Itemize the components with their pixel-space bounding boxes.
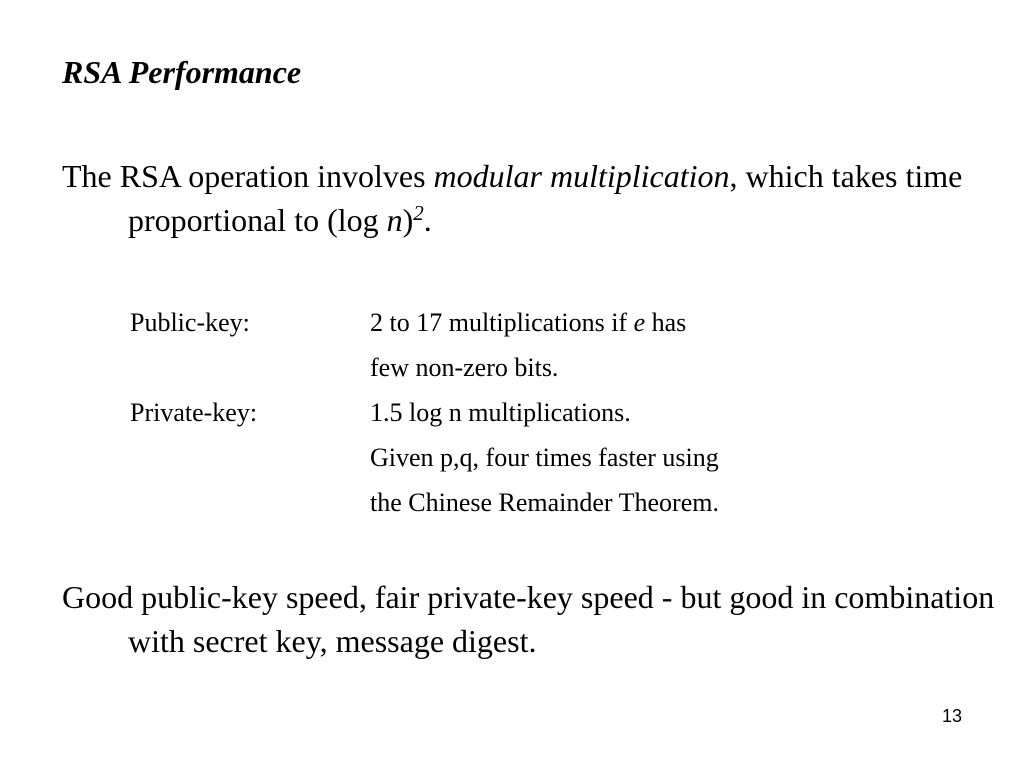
public-key-variable-e: e <box>633 308 646 337</box>
public-key-line-2: few non-zero bits. <box>370 353 559 382</box>
private-key-term: Private-key: <box>130 398 258 427</box>
public-key-line-1-after: has <box>645 308 687 337</box>
rsa-operation-paragraph <box>62 154 1024 242</box>
slide-title: RSA Performance <box>62 54 302 90</box>
para1-end: . <box>423 202 432 238</box>
private-key-line-3: the Chinese Remainder Theorem. <box>370 488 719 517</box>
para1-exponent: 2 <box>413 201 424 225</box>
key-performance-list <box>130 300 719 525</box>
public-key-term: Public-key: <box>130 308 250 337</box>
para1-emphasis: modular multiplication <box>433 158 730 194</box>
private-key-row <box>130 390 719 525</box>
summary-paragraph: Good public-key speed, fair private-key speed - but good in combination with secret key, message digest. <box>62 579 995 659</box>
public-key-line-1 <box>370 300 686 345</box>
public-key-description <box>370 300 686 390</box>
private-key-description <box>370 390 719 525</box>
para1-text-before: The RSA operation involves <box>62 158 434 194</box>
public-key-line-1-before: 2 to 17 multiplications if <box>370 308 634 337</box>
para1-variable-n: n <box>386 202 403 238</box>
private-key-line-1: 1.5 log n multiplications. <box>370 398 631 427</box>
private-key-line-2: Given p,q, four times faster using <box>370 443 719 472</box>
para1-text-middle: , which takes time proportional to (log <box>128 158 963 238</box>
slide-number: 13 <box>941 706 962 726</box>
public-key-row <box>130 300 719 390</box>
para1-close-paren: ) <box>402 202 414 238</box>
